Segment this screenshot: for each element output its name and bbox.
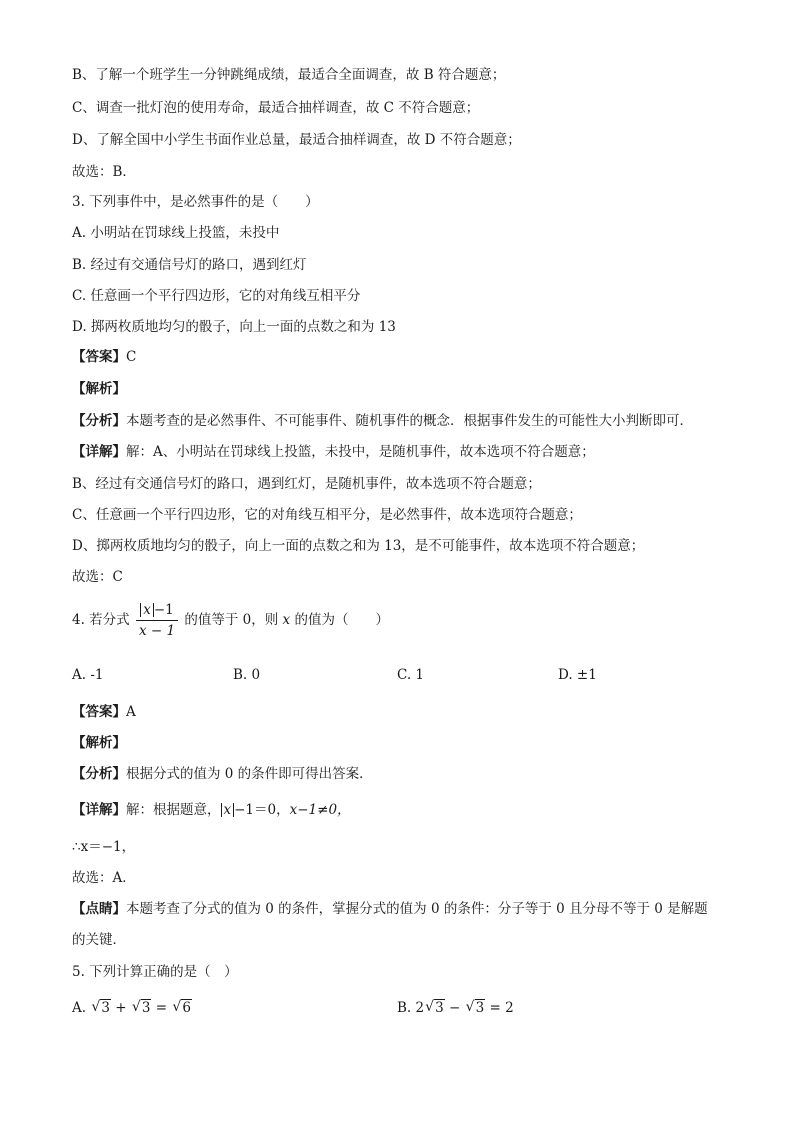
question-5-option-b (397, 998, 514, 1018)
q5b-eq: = 2 (485, 1000, 514, 1016)
xiangjie-text: 解：A、小明站在罚球线上投篮，未投中，是随机事件，故本选项不符合题意； (126, 444, 595, 460)
answer-4 (72, 702, 136, 722)
q5a-sqrt-1 (91, 998, 111, 1018)
q5a-label: A. (72, 1000, 91, 1016)
line-c-option-analysis: C、调查一批灯泡的使用寿命，最适合抽样调查，故 C 不符合题意； (72, 100, 480, 116)
dianjing-tag: 【点睛】 (72, 901, 126, 917)
analysis-4-heading (72, 733, 126, 753)
dianjing-text: 本题考查了分式的值为 0 的条件，掌握分式的值为 0 的条件：分子等于 0 且分母不等于 0 是解题 (126, 901, 708, 917)
xiangjie-abs-x: x (221, 803, 235, 817)
q5b-rad-2: 3 (475, 1000, 485, 1016)
q5b-rad-1: 3 (435, 1000, 444, 1016)
q4-numerator (136, 601, 178, 621)
analysis-tag: 【解析】 (72, 735, 126, 751)
question-4-option-c: C. 1 (397, 667, 425, 683)
xiangjie-cond: x−1≠0， (289, 802, 351, 818)
analysis-4-xiangjie (72, 800, 351, 820)
line-d-option-analysis: D、了解全国中小学生书面作业总量，最适合抽样调查，故 D 不符合题意； (72, 132, 521, 148)
xiangjie-pre: 解：根据题意， (126, 802, 221, 818)
fenxi-text: 根据分式的值为 0 的条件即可得出答案． (126, 766, 373, 782)
question-4-option-b: B. 0 (233, 667, 261, 683)
xiangjie-tag: 【详解】 (72, 444, 126, 460)
answer-value: C (126, 349, 137, 365)
select-4: 故选：A． (72, 870, 136, 886)
q5b-sqrt-2 (466, 998, 486, 1018)
question-3-option-d: D. 掷两枚质地均匀的骰子，向上一面的点数之和为 13 (72, 319, 396, 335)
fenxi-text: 本题考查的是必然事件、不可能事件、随机事件的概念．根据事件发生的可能性大小判断即可． (126, 413, 693, 429)
answer-value: A (126, 704, 136, 720)
question-5-option-a (72, 998, 192, 1018)
q5a-plus: + (110, 1000, 131, 1016)
therefore-4: ∴x＝−1， (72, 839, 136, 855)
q4-num-rest: −1 (153, 602, 174, 618)
q4-abs-x: x (140, 603, 154, 617)
q4-fraction (136, 601, 178, 640)
line-select-b: 故选：B． (72, 164, 136, 180)
q4-post2: 的值为（ ） (290, 612, 389, 628)
answer-3 (72, 347, 136, 367)
question-3-option-a: A. 小明站在罚球线上投篮，未投中 (72, 225, 280, 241)
question-3-option-b: B. 经过有交通信号灯的路口，遇到红灯 (72, 257, 307, 273)
q5b-coef: 2 (415, 1000, 425, 1016)
analysis-3-heading (72, 379, 126, 399)
question-4-stem (72, 598, 389, 642)
q5b-minus: − (444, 1000, 465, 1016)
dianjing-4-cont: 的关键． (72, 932, 126, 948)
question-4-option-a: A. -1 (72, 667, 104, 683)
q4-var: x (282, 612, 291, 628)
answer-tag: 【答案】 (72, 704, 126, 720)
q4-denominator: x − 1 (138, 623, 176, 639)
dianjing-4 (72, 899, 708, 919)
q5a-rad-2: 3 (141, 1000, 151, 1016)
detail-3-c: C、任意画一个平行四边形，它的对角线互相平分，是必然事件，故本选项符合题意； (72, 507, 582, 523)
line-b-option-analysis: B、了解一个班学生一分钟跳绳成绩，最适合全面调查，故 B 符合题意； (72, 67, 506, 83)
fenxi-tag: 【分析】 (72, 413, 126, 429)
question-5-stem: 5. 下列计算正确的是（ ） (72, 964, 238, 980)
question-3-stem: 3. 下列事件中，是必然事件的是（ ） (72, 194, 319, 210)
detail-3-d: D、掷两枚质地均匀的骰子，向上一面的点数之和为 13，是不可能事件，故本选项不符合题意； (72, 538, 645, 554)
xiangjie-mid: −1＝0， (234, 802, 290, 818)
fenxi-tag: 【分析】 (72, 766, 126, 782)
q5b-label: B. (397, 1000, 416, 1016)
question-4-option-d: D. ±1 (558, 667, 597, 683)
analysis-3-xiangjie (72, 442, 595, 462)
select-3: 故选：C (72, 569, 123, 585)
answer-tag: 【答案】 (72, 349, 126, 365)
analysis-3-fenxi (72, 411, 693, 431)
q5a-rad-3: 6 (182, 1000, 191, 1016)
question-3-option-c: C. 任意画一个平行四边形，它的对角线互相平分 (72, 288, 361, 304)
analysis-4-fenxi (72, 764, 373, 784)
q5a-sqrt-2 (132, 998, 152, 1018)
detail-3-b: B、经过有交通信号灯的路口，遇到红灯，是随机事件，故本选项不符合题意； (72, 476, 541, 492)
xiangjie-tag: 【详解】 (72, 802, 126, 818)
q5a-eq: = (151, 1000, 172, 1016)
q5a-rad-1: 3 (101, 1000, 110, 1016)
q4-post1: 的值等于 0，则 (184, 612, 283, 628)
q4-prefix: 4. 若分式 (72, 612, 130, 628)
analysis-tag: 【解析】 (72, 381, 126, 397)
q5b-sqrt-1 (425, 998, 445, 1018)
q5a-sqrt-3 (172, 998, 192, 1018)
